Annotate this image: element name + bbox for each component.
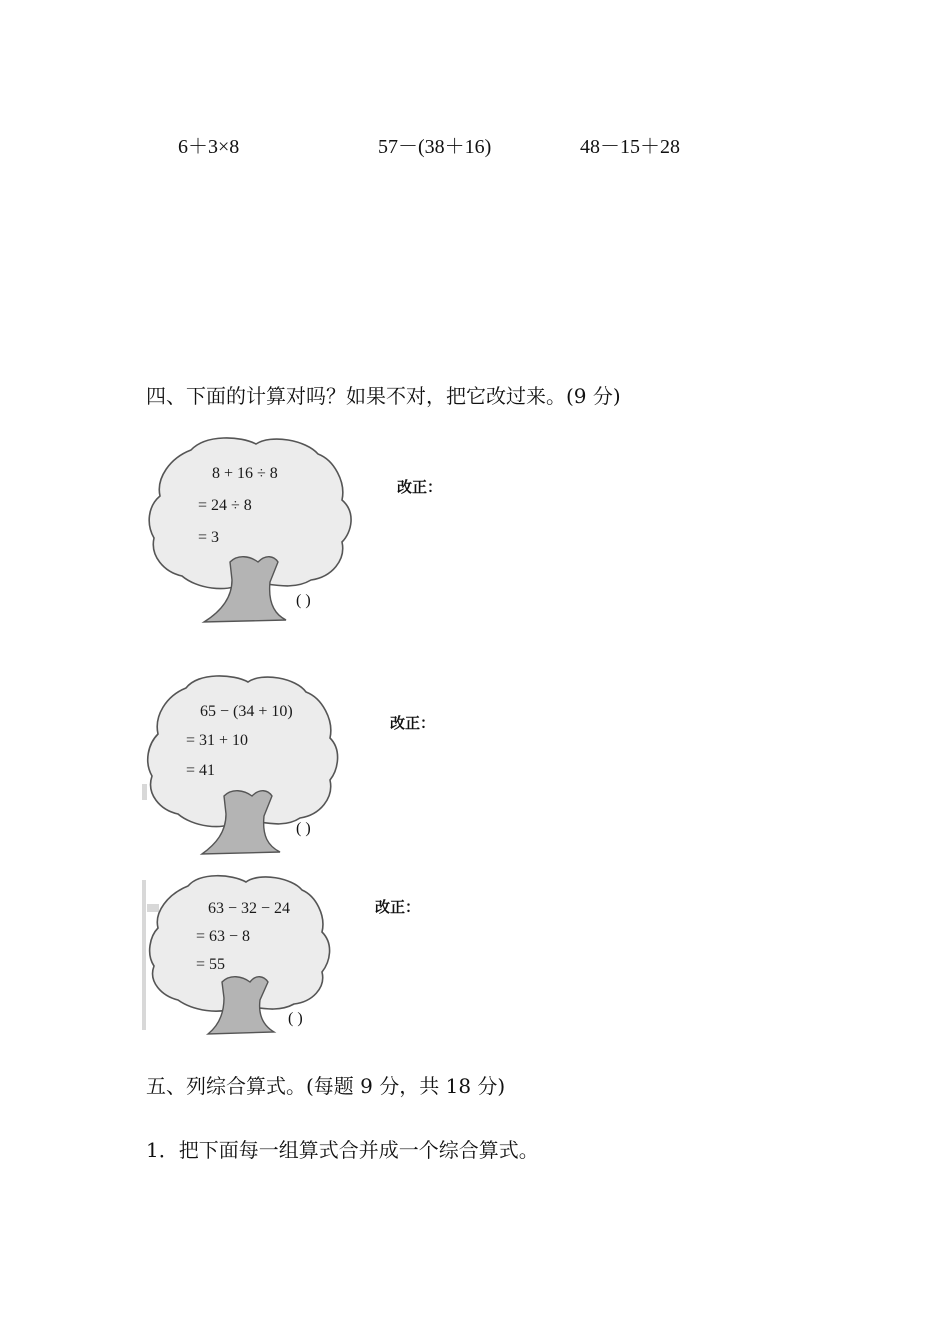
calc-expression-1: 6＋3×8	[178, 136, 240, 158]
tree-problem-2	[146, 670, 366, 870]
tree-3-line-2: = 63 − 8	[196, 928, 251, 945]
tree-3-line-1: 63 − 32 − 24	[208, 900, 291, 917]
tree-2-line-3: = 41	[186, 762, 216, 779]
tree-1-correction-label: 改正：	[397, 478, 443, 496]
calc-expression-3: 48－15＋28	[580, 136, 680, 158]
tree-illustration	[146, 670, 366, 870]
tree-1-line-3: = 3	[198, 529, 220, 546]
tree-illustration	[146, 432, 366, 632]
tree-1-answer-paren[interactable]: ( )	[296, 592, 311, 609]
tree-3-line-3: = 55	[196, 956, 226, 973]
tree-2-answer-paren[interactable]: ( )	[296, 820, 311, 837]
section-4-title: 四、下面的计算对吗？如果不对，把它改过来。(9 分)	[146, 384, 621, 408]
tree-2-line-2: = 31 + 10	[186, 732, 249, 749]
section-5-question-1: 1．把下面每一组算式合并成一个综合算式。	[146, 1138, 539, 1162]
tree-1-line-2: = 24 ÷ 8	[198, 497, 252, 514]
tree-1-line-1: 8 + 16 ÷ 8	[212, 465, 278, 482]
tree-3-answer-paren[interactable]: ( )	[288, 1010, 303, 1027]
tree-3-correction-label: 改正：	[375, 898, 421, 916]
tree-2-line-1: 65 − (34 + 10)	[200, 703, 293, 720]
tree-problem-3	[146, 870, 366, 1070]
tree-2-correction-label: 改正：	[390, 714, 436, 732]
section-5-title: 五、列综合算式。(每题 9 分，共 18 分)	[146, 1074, 506, 1098]
calc-expression-2: 57－(38＋16)	[378, 136, 492, 158]
tree-problem-1	[146, 432, 366, 632]
tree-illustration	[146, 870, 366, 1050]
